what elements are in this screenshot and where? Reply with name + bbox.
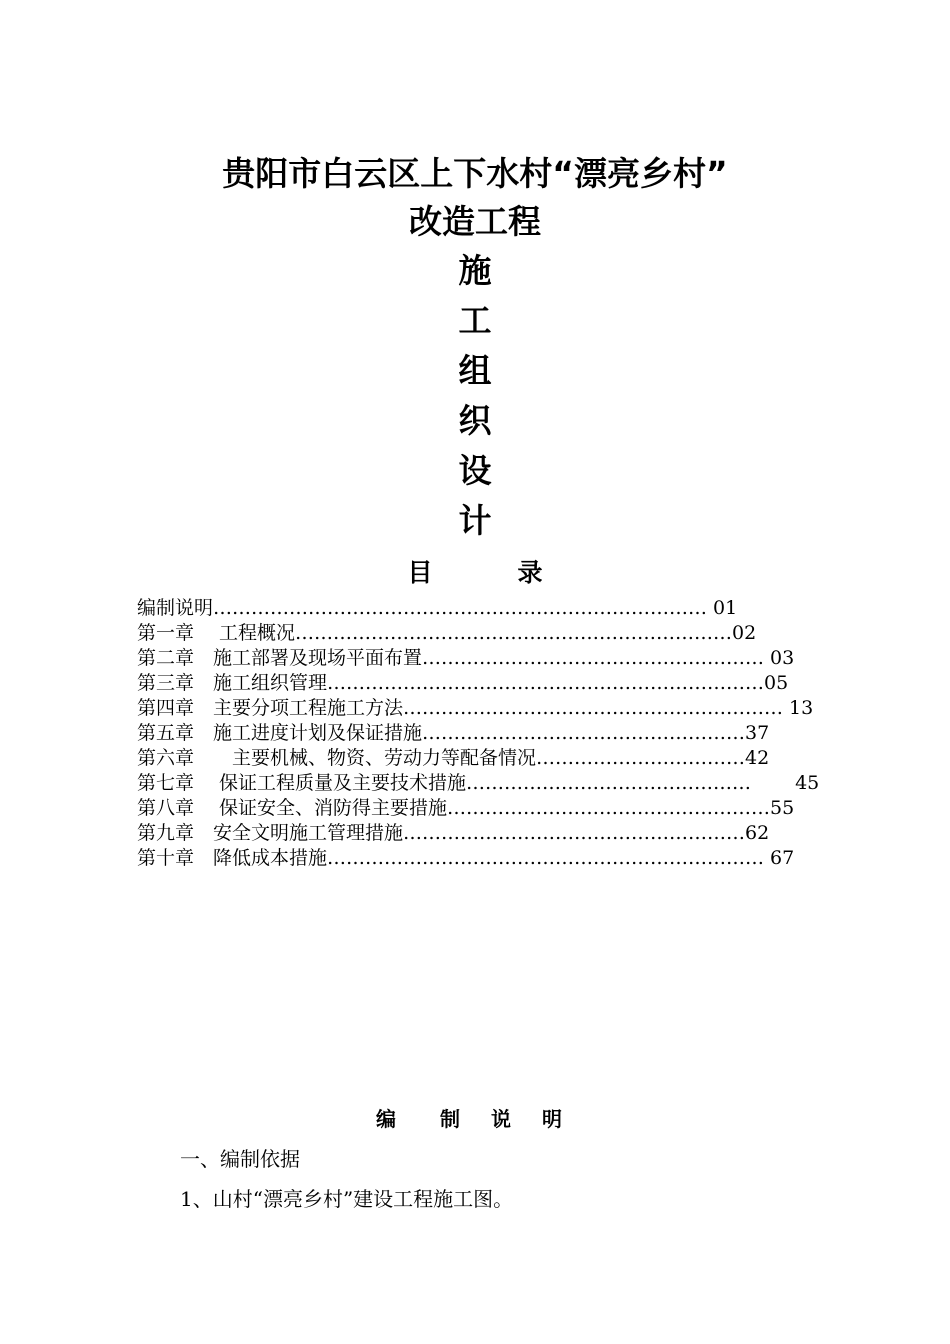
toc-entry-label: 第三章 施工组织管理 [137, 672, 328, 694]
title-vertical-char: 设 [458, 451, 492, 490]
toc-entry-page: 42 [745, 747, 770, 769]
toc-heading-left: 目 [407, 558, 433, 587]
toc-entry-page: 55 [770, 797, 795, 819]
toc-heading [0, 553, 950, 593]
toc-entry[interactable] [137, 846, 859, 871]
paragraph-item-1: 1、山村“漂亮乡村”建设工程施工图。 [180, 1187, 514, 1211]
toc-entry-page: 37 [745, 722, 770, 744]
toc-entry[interactable] [137, 746, 859, 771]
toc-entry-label: 第六章 主要机械、物资、劳动力等配备情况 [137, 747, 537, 769]
toc-entry-leader: …………………………… [536, 747, 746, 769]
toc-entry-page: 45 [795, 772, 820, 794]
paragraph-compile-basis: 一、编制依据 [180, 1147, 300, 1171]
toc-entry-label: 第二章 施工部署及现场平面布置 [137, 647, 423, 669]
section-heading: 编 制 说 明 [376, 1107, 574, 1131]
title-vertical-char: 工 [458, 301, 492, 340]
toc-entry-page: 01 [707, 597, 738, 619]
toc-entry-leader: ……………………………………………… [403, 822, 746, 844]
toc-entry-label: 第五章 施工进度计划及保证措施 [137, 722, 423, 744]
toc-entry-leader: …………………………………………………………… [327, 672, 765, 694]
toc-heading-right: 录 [517, 558, 543, 587]
toc-entry-page: 03 [764, 647, 795, 669]
toc-entry-leader: …………………………………………… [447, 797, 771, 819]
toc-entry-page: 67 [764, 847, 795, 869]
toc-entry[interactable] [137, 796, 859, 821]
toc-entry-leader: …………………………………………………………………… [213, 597, 708, 619]
toc-entry-page: 02 [732, 622, 757, 644]
toc-entry[interactable] [137, 771, 859, 796]
toc-entry-leader: …………………………………………… [422, 722, 746, 744]
toc-entry-page: 62 [745, 822, 770, 844]
toc-entry-leader: …………………………………………………………… [327, 847, 765, 869]
table-of-contents [137, 596, 859, 871]
toc-entry-label: 第八章 保证安全、消防得主要措施 [137, 797, 448, 819]
title-vertical-char: 施 [458, 251, 492, 290]
title-vertical-char: 计 [458, 501, 492, 540]
toc-entry-page: 13 [783, 697, 814, 719]
title-line-2: 改造工程 [409, 202, 541, 241]
toc-entry-label: 编制说明 [137, 597, 214, 619]
toc-entry-label: 第四章 主要分项工程施工方法 [137, 697, 404, 719]
toc-entry[interactable] [137, 721, 859, 746]
toc-entry-leader: …………………………………………………… [403, 697, 784, 719]
toc-entry[interactable] [137, 621, 859, 646]
title-vertical-char: 组 [458, 351, 492, 390]
toc-entry-leader: ……………………………………… [466, 772, 796, 794]
toc-entry[interactable] [137, 696, 859, 721]
toc-entry[interactable] [137, 646, 859, 671]
toc-entry-label: 第七章 保证工程质量及主要技术措施 [137, 772, 467, 794]
title-vertical-char: 织 [458, 401, 492, 440]
toc-entry[interactable] [137, 596, 859, 621]
toc-entry-page: 05 [764, 672, 789, 694]
toc-entry-label: 第十章 降低成本措施 [137, 847, 328, 869]
toc-entry-leader: ……………………………………………… [422, 647, 765, 669]
title-line-1: 贵阳市白云区上下水村“漂亮乡村” [222, 154, 728, 193]
toc-entry[interactable] [137, 671, 859, 696]
toc-entry-leader: …………………………………………………………… [295, 622, 733, 644]
toc-entry-label: 第九章 安全文明施工管理措施 [137, 822, 404, 844]
toc-entry[interactable] [137, 821, 859, 846]
toc-entry-label: 第一章 工程概况 [137, 622, 296, 644]
document-title [0, 150, 950, 546]
